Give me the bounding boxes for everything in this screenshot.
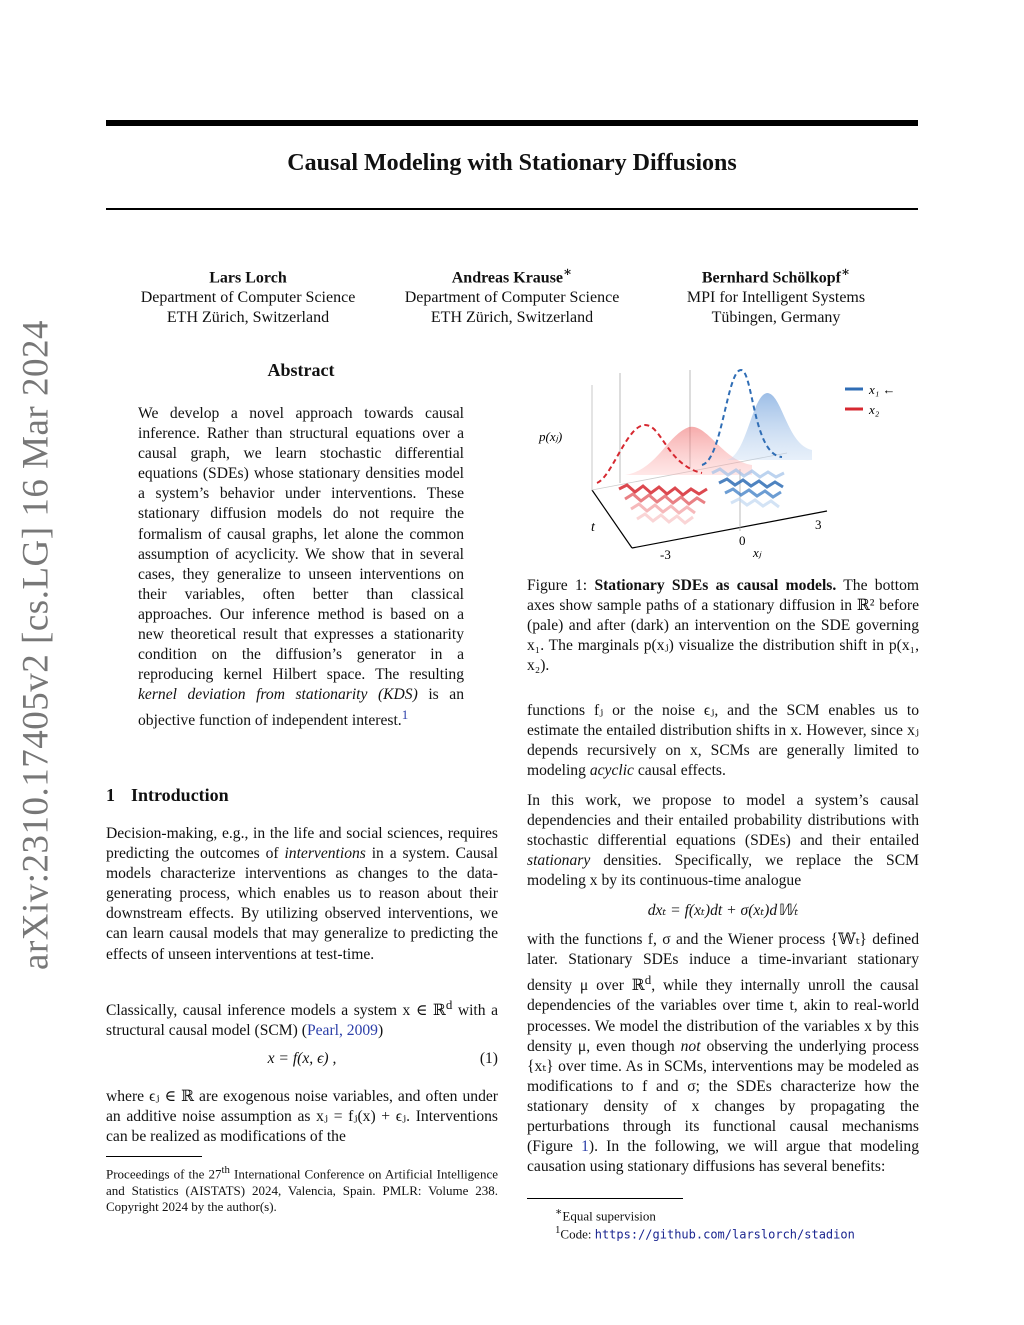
paper-title: Causal Modeling with Stationary Diffusions <box>287 150 737 176</box>
arxiv-identifier: arXiv:2310.17405v2 [cs.LG] 16 Mar 2024 <box>15 320 57 970</box>
proceedings-footnote: Proceedings of the 27th International Conference on Artificial Intelligence and Statistics (AISTATS) 2024, Valencia, Spain. PMLR: Volume 238. Copyright 2024 by the author(s). <box>106 1164 498 1215</box>
y-axis-label: p(xⱼ) <box>539 429 563 444</box>
right-paragraph-2: In this work, we propose to model a system’s causal dependencies and their entailed probability distributions with stochastic differential equations (SDEs) and their entailed stationary densities. Specifically, we replace the SCM modeling x by its continuous-time analogue <box>527 792 919 890</box>
author-dept: MPI for Intelligent Systems <box>686 289 866 307</box>
author-location: ETH Zürich, Switzerland <box>166 309 330 327</box>
author-name: Andreas Krause <box>451 269 564 287</box>
x-axis-label: xⱼ <box>753 545 762 560</box>
citation-link[interactable]: Pearl, 2009 <box>306 1022 378 1040</box>
figure-1-caption: Figure 1: Stationary SDEs as causal models. The bottom axes show sample paths of a stationary diffusion in ℝ² before (pale) and after (dark) an intervention on the SDE governing x₁. The marginals p(xⱼ) visualize the distribution shift in p(x₁, x₂). <box>527 577 919 675</box>
footnote-rule <box>106 1156 202 1157</box>
figure-link[interactable]: 1 <box>581 1138 589 1156</box>
code-url-link[interactable]: https://github.com/larslorch/stadion <box>594 1227 855 1242</box>
footnote-rule-right <box>527 1198 683 1199</box>
author-name: Lars Lorch <box>209 269 287 287</box>
tick-label: 3 <box>815 517 822 532</box>
tick-label: 0 <box>739 533 746 548</box>
author-dept: Department of Computer Science <box>140 289 356 307</box>
sample-paths-x2 <box>619 485 707 523</box>
title-rule <box>106 208 918 210</box>
footnote-equal-supervision: ∗Equal supervision <box>555 1206 656 1224</box>
legend-label-x2: x₂ <box>869 402 880 417</box>
author-location: ETH Zürich, Switzerland <box>430 309 594 327</box>
right-paragraph-1: functions fⱼ or the noise ϵⱼ, and the SCM enables us to estimate the entailed distribution shifts in x. However, since xⱼ depends recursively on x, SCMs are generally limited to modeling acyclic causal effects. <box>527 702 919 780</box>
figure-1 <box>527 365 919 570</box>
author-block-1 <box>126 262 370 328</box>
legend-label-x1: x₁ ← <box>869 382 896 397</box>
author-location: Tübingen, Germany <box>711 309 841 327</box>
top-rule <box>106 120 918 126</box>
intro-paragraph-1: Decision-making, e.g., in the life and social sciences, requires predicting the outcomes of interventions in a system. Causal models characterize interventions as changes to the data-generating process, which enables us to reason about their downstream effects. By utilizing observed interventions, we can learn causal models that may generalize to predicting the effects of unseen interventions at test-time. <box>106 825 498 963</box>
tick-label: -3 <box>660 547 671 562</box>
right-paragraph-3: with the functions f, σ and the Wiener process {𝕎ₜ} defined later. Stationary SDEs induce a time-invariant stationary density μ over ℝ$^d$, while they internally unroll the causal dependencies of the variables over time t, akin to real-world processes. We model the distribution of the variables x by this density μ, even though not observing the underlying process {xₜ} over time. As in SCMs, interventions may be modeled as modifications to f and σ; the SDEs characterize how the stationary density of x changes by propagating the perturbations through its functional causal mechanisms (Figure 1). In the following, we will argue that modeling causation using stationary diffusions has several benefits: <box>527 931 919 1176</box>
abstract-body: We develop a novel approach towards causal inference. Rather than structural equations over a causal graph, we learn stochastic differential equations (SDEs) whose stationary densities model a system’s behavior under interventions. These stationary diffusion models do not require the formalism of causal graphs, let alone the common assumption of acyclicity. We show that in several cases, they generalize to unseen interventions on their variables, often better than classical approaches. Our inference method is based on a new theoretical result that expresses a stationarity condition on the diffusion’s generator in a reproducing kernel Hilbert space. The resulting kernel deviation from stationarity (KDS) is an objective function of independent interest.$^1$ <box>138 405 464 730</box>
t-axis-label: t <box>591 520 595 535</box>
intro-paragraph-3: where ϵⱼ ∈ ℝ are exogenous noise variables, and often under an additive noise assumption as xⱼ = fⱼ(x) + ϵⱼ. Interventions can be realized as modifications of the <box>106 1088 498 1146</box>
equation-2: dxₜ = f(xₜ)dt + σ(xₜ)d𝕎ₜ <box>647 902 799 919</box>
footnote-link[interactable]: 1 <box>401 707 409 723</box>
abstract-heading: Abstract <box>267 360 335 380</box>
author-name: Bernhard Schölkopf <box>701 269 841 287</box>
author-dept: Department of Computer Science <box>404 289 620 307</box>
arxiv-sidebar <box>6 320 66 970</box>
section-heading-introduction: 1 Introduction <box>106 785 229 805</box>
author-block-3: Bernhard Schölkopf∗ MPI for Intelligent Systems Tübingen, Germany <box>654 262 898 328</box>
legend <box>845 382 896 417</box>
equation-number: (1) <box>479 1050 498 1067</box>
footnote-code: $^1$Code: https://github.com/larslorch/stadion <box>555 1224 855 1242</box>
author-block-2: Andreas Krause∗ Department of Computer Science ETH Zürich, Switzerland <box>390 262 634 328</box>
intro-paragraph-2: Classically, causal inference models a system x ∈ ℝ$^d$ with a structural causal model (SCM) (Pearl, 2009) <box>106 997 498 1040</box>
equation-1: x = f(x, ϵ) , (1) <box>267 1050 498 1067</box>
